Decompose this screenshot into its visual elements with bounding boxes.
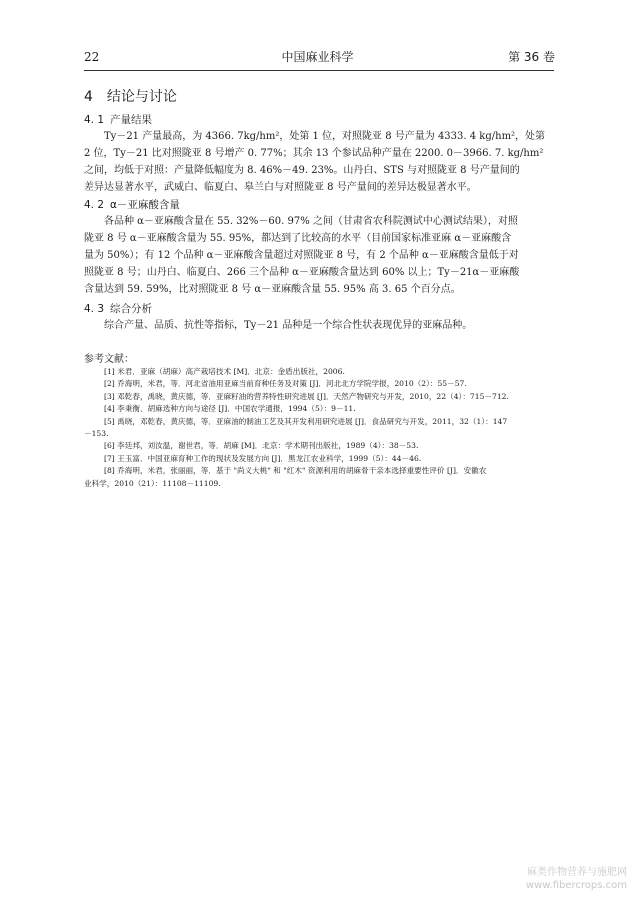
paragraph-linolenic <box>84 213 554 298</box>
running-header <box>0 48 635 68</box>
section-number: 4 <box>84 89 93 105</box>
reference-item: [2] 乔海明，米君，等．河北省油用亚麻当前育种任务及对策 [J]．河北北方学院学报，2010（2）：55－57. <box>104 379 467 389</box>
section-title: 结论与讨论 <box>106 89 177 105</box>
paragraph-summary <box>84 317 554 334</box>
references-heading: 参考文献： <box>84 354 134 365</box>
reference-item: [3] 邓乾春，禹晓，黄庆德，等．亚麻籽油的营养特性研究进展 [J]．天然产物研究与开发，2010，22（4）：715－712. <box>104 391 509 401</box>
reference-item-continuation: 业科学，2010（21）：11108－11109. <box>84 478 221 488</box>
reference-item: [7] 王玉富．中国亚麻育种工作的现状及发展方向 [J]．黑龙江农业科学，1999（5）：44－46. <box>104 453 422 463</box>
text-line: 照陇亚 8 号；山丹白、临夏白、266 三个品种 α－亚麻酸含量达到 60% 以上；Ty－21α－亚麻酸 <box>84 267 520 278</box>
subsection-number: 4. 3 <box>84 303 105 315</box>
reference-item: [8] 乔海明，米君，张丽丽，等．基于 "尚义大桃" 和 "红木" 资源利用的胡麻骨干亲本选择重要性评价 [J]．安徽农 <box>104 466 487 476</box>
reference-list <box>84 366 554 490</box>
site-watermark <box>526 866 627 892</box>
page-number: 22 <box>84 50 100 64</box>
text-line: 含量达到 59. 59%，比对照陇亚 8 号 α－亚麻酸含量 55. 95% 高 3. 65 个百分点。 <box>84 284 461 295</box>
text-line: 之间，均低于对照：产量降低幅度为 8. 46%－49. 23%。山丹白、STS 与对照陇亚 8 号产量间的 <box>84 165 520 176</box>
reference-item: [4] 李秉衡．胡麻选种方向与途径 [J]．中国农学通报，1994（5）：9－11. <box>104 404 356 414</box>
subsection-title: 产量结果 <box>110 114 152 126</box>
text-line: 量为 50%）；有 12 个品种 α－亚麻酸含量超过对照陇亚 8 号，有 2 个品种 α－亚麻酸含量低于对 <box>84 250 519 261</box>
text-line: 综合产量、品质、抗性等指标，Ty－21 品种是一个综合性状表现优异的亚麻品种。 <box>104 320 473 331</box>
volume-label: 第 36 卷 <box>508 50 555 64</box>
subsection-heading-4-2 <box>84 197 180 212</box>
journal-title: 中国麻业科学 <box>281 50 354 64</box>
text-line: 各品种 α－亚麻酸含量在 55. 32%－60. 97% 之间（甘肃省农科院测试中心测试结果），对照 <box>104 216 518 227</box>
reference-item-continuation: －153. <box>84 429 109 439</box>
subsection-title: α－亚麻酸含量 <box>110 199 180 211</box>
subsection-number: 4. 2 <box>84 199 105 211</box>
watermark-line: 麻类作物营养与施肥网 <box>527 867 627 878</box>
subsection-title: 综合分析 <box>110 303 152 315</box>
subsection-heading-4-3 <box>84 301 152 316</box>
subsection-number: 4. 1 <box>84 114 105 126</box>
section-heading <box>84 86 177 106</box>
paragraph-yield <box>84 128 554 196</box>
reference-item: [5] 禹晓，邓乾春，黄庆德，等．亚麻油的制油工艺及其开发利用研究进展 [J]．食品研究与开发，2011，32（1）：147 <box>104 416 508 426</box>
text-line: Ty－21 产量最高，为 4366. 7kg/hm²，处第 1 位，对照陇亚 8 号产量为 4333. 4 kg/hm²，处第 <box>104 131 546 142</box>
text-line: 陇亚 8 号 α－亚麻酸含量为 55. 95%，都达到了比较高的水平（目前国家标准亚麻 α－亚麻酸含 <box>84 233 512 244</box>
text-line: 差异达显著水平，武威白、临夏白、皋兰白与对照陇亚 8 号产量间的差异达极显著水平。 <box>84 182 477 193</box>
reference-item: [6] 李廷邦，刘汝温，谢世君，等．胡麻 [M]．北京：学术期刊出版社，1989（4）：38－53. <box>104 441 419 451</box>
subsection-heading-4-1 <box>84 112 152 127</box>
reference-item: [1] 米君．亚麻（胡麻）高产栽培技术 [M]．北京：金盾出版社，2006. <box>104 367 345 376</box>
text-line: 2 位，Ty－21 比对照陇亚 8 号增产 0. 77%；其余 13 个参试品种产量在 2200. 0－3966. 7. kg/hm² <box>84 148 544 159</box>
watermark-line: www.fibercrops.com <box>525 880 627 891</box>
header-rule <box>84 70 554 71</box>
